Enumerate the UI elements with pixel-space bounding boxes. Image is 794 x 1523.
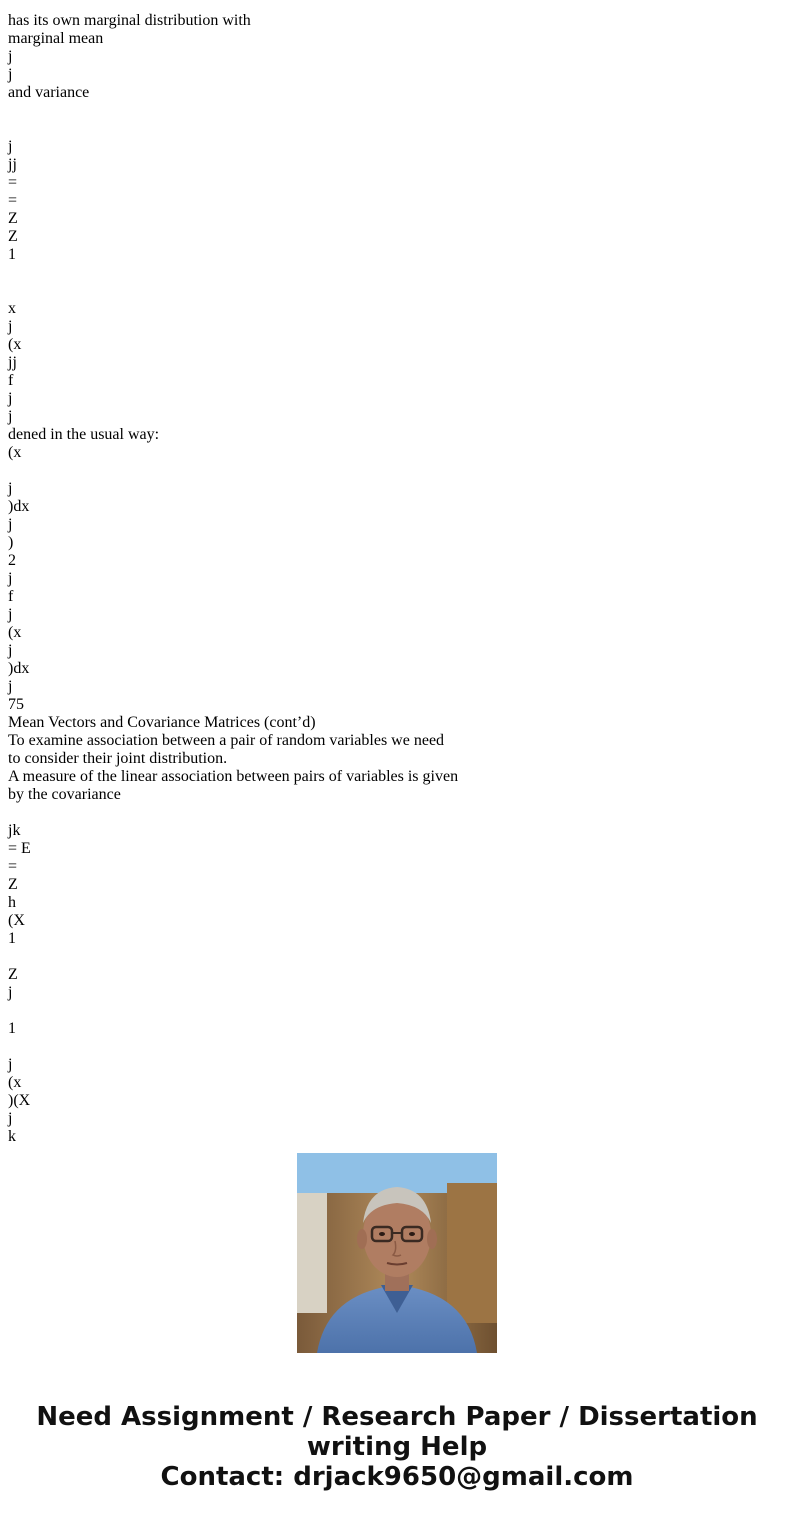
text-line: (X	[8, 912, 25, 929]
text-line: dened in the usual way:	[8, 426, 160, 443]
section-heading: Mean Vectors and Covariance Matrices (cont’d)	[8, 714, 316, 731]
text-line: j	[8, 570, 13, 587]
text-line: )(X	[8, 1092, 31, 1109]
text-line: j	[8, 984, 13, 1001]
text-line: (x	[8, 624, 22, 641]
text-line: j	[8, 390, 13, 407]
text-line	[8, 120, 768, 138]
text-line: Z	[8, 210, 18, 227]
text-line: f	[8, 372, 14, 389]
text-line: j	[8, 408, 13, 425]
promo-line-1: Need Assignment / Research Paper / Dissertation	[36, 1402, 758, 1432]
text-line: =	[8, 858, 18, 875]
text-line: j	[8, 48, 13, 65]
text-line: Z	[8, 876, 18, 893]
text-line: )dx	[8, 660, 30, 677]
promo-contact: Contact: drjack9650@gmail.com	[160, 1462, 634, 1492]
text-line: h	[8, 894, 16, 911]
text-line: j	[8, 318, 13, 335]
text-line: (x	[8, 1074, 22, 1091]
page-number: 75	[8, 696, 24, 713]
text-line	[8, 462, 768, 480]
text-line: j	[8, 1056, 13, 1073]
text-line: Z	[8, 228, 18, 245]
text-line: jj	[8, 354, 17, 371]
text-line: To examine association between a pair of random variables we need	[8, 732, 445, 749]
text-line: =	[8, 192, 18, 209]
author-avatar	[297, 1153, 497, 1353]
text-line: and variance	[8, 84, 90, 101]
text-line	[8, 264, 768, 282]
text-line: j	[8, 480, 13, 497]
text-line	[8, 804, 768, 822]
text-line: j	[8, 516, 13, 533]
text-line: )	[8, 534, 14, 551]
text-line: )dx	[8, 498, 30, 515]
text-line: = E	[8, 840, 31, 857]
text-line: has its own marginal distribution with	[8, 12, 251, 29]
text-line: by the covariance	[8, 786, 121, 803]
text-line: 1	[8, 930, 16, 947]
text-line: j	[8, 642, 13, 659]
text-line: k	[8, 1128, 16, 1145]
text-line: A measure of the linear association between pairs of variables is given	[8, 768, 459, 785]
promo-banner	[0, 1402, 794, 1492]
document-text	[8, 0, 768, 1145]
text-line: j	[8, 1110, 13, 1127]
text-line: x	[8, 300, 16, 317]
text-line: marginal mean	[8, 30, 104, 47]
text-line: jk	[8, 822, 21, 839]
text-line	[8, 948, 768, 966]
text-line: jj	[8, 156, 17, 173]
text-line: Z	[8, 966, 18, 983]
text-line: f	[8, 588, 14, 605]
text-line: 1	[8, 1020, 16, 1037]
text-line	[8, 102, 768, 120]
text-line: j	[8, 66, 13, 83]
text-line: 1	[8, 246, 16, 263]
text-line: j	[8, 678, 13, 695]
text-line: j	[8, 606, 13, 623]
text-line: 2	[8, 552, 16, 569]
text-line	[8, 282, 768, 300]
text-line	[8, 0, 768, 12]
text-line: (x	[8, 444, 22, 461]
text-line	[8, 1038, 768, 1056]
text-line: to consider their joint distribution.	[8, 750, 228, 767]
portrait-image	[297, 1153, 497, 1353]
promo-line-2: writing Help	[306, 1432, 488, 1462]
text-line: =	[8, 174, 18, 191]
text-line	[8, 1002, 768, 1020]
text-line: (x	[8, 336, 22, 353]
text-line: j	[8, 138, 13, 155]
